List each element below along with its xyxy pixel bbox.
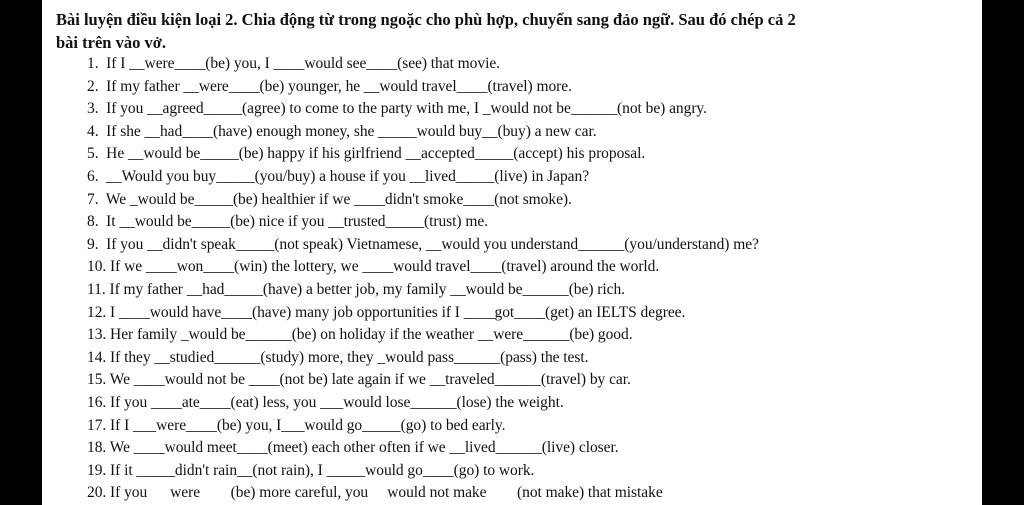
exercise-item: 6. __Would you buy_____(you/buy) a house if you __lived_____(live) in Japan? bbox=[87, 167, 590, 185]
exercise-item: 12. I ____would have____(have) many job opportunities if I ____got____(get) an IELTS degree. bbox=[87, 303, 686, 321]
title-line-1: Bài luyện điều kiện loại 2. Chia động từ trong ngoặc cho phù hợp, chuyển sang đảo ngữ. Sau đó chép cả 2 bbox=[56, 10, 796, 29]
exercise-item: 17. If I ___were____(be) you, I___would go_____(go) to bed early. bbox=[87, 416, 506, 434]
exercise-item: 14. If they __studied______(study) more, they _would pass______(pass) the test. bbox=[87, 348, 589, 366]
exercise-item: 5. He __would be_____(be) happy if his girlfriend __accepted_____(accept) his proposal. bbox=[87, 145, 646, 163]
exercise-item: 2. If my father __were____(be) younger, he __would travel____(travel) more. bbox=[87, 77, 572, 95]
exercise-item: 20. If you were (be) more careful, you would not make (not make) that mistake bbox=[87, 484, 663, 502]
exercise-list bbox=[87, 53, 977, 505]
title-line-2: bài trên vào vở. bbox=[56, 33, 166, 52]
exercise-item: 1. If I __were____(be) you, I ____would see____(see) that movie. bbox=[87, 55, 500, 72]
exercise-item: 16. If you ____ate____(eat) less, you ___would lose______(lose) the weight. bbox=[87, 393, 564, 411]
exercise-item: 4. If she __had____(have) enough money, she _____would buy__(buy) a new car. bbox=[87, 122, 597, 140]
exercise-item: 9. If you __didn't speak_____(not speak) Vietnamese, __would you understand______(you/understand) me? bbox=[87, 235, 759, 253]
exercise-item: 8. It __would be_____(be) nice if you __trusted_____(trust) me. bbox=[87, 213, 489, 231]
exercise-item: 3. If you __agreed_____(agree) to come to the party with me, I _would not be______(not be) angry. bbox=[87, 100, 707, 118]
worksheet-title bbox=[56, 8, 976, 54]
worksheet-page bbox=[42, 0, 982, 505]
exercise-item: 10. If we ____won____(win) the lottery, we ____would travel____(travel) around the world. bbox=[87, 258, 660, 276]
exercise-item: 18. We ____would meet____(meet) each other often if we __lived______(live) closer. bbox=[87, 439, 619, 457]
exercise-item: 13. Her family _would be______(be) on holiday if the weather __were______(be) good. bbox=[87, 326, 633, 344]
exercise-item: 19. If it _____didn't rain__(not rain), I _____would go____(go) to work. bbox=[87, 461, 535, 479]
exercise-item: 11. If my father __had_____(have) a better job, my family __would be______(be) rich. bbox=[87, 280, 625, 298]
exercise-item: 7. We _would be_____(be) healthier if we ____didn't smoke____(not smoke). bbox=[87, 190, 572, 208]
exercise-item: 15. We ____would not be ____(not be) late again if we __traveled______(travel) by car. bbox=[87, 371, 631, 389]
